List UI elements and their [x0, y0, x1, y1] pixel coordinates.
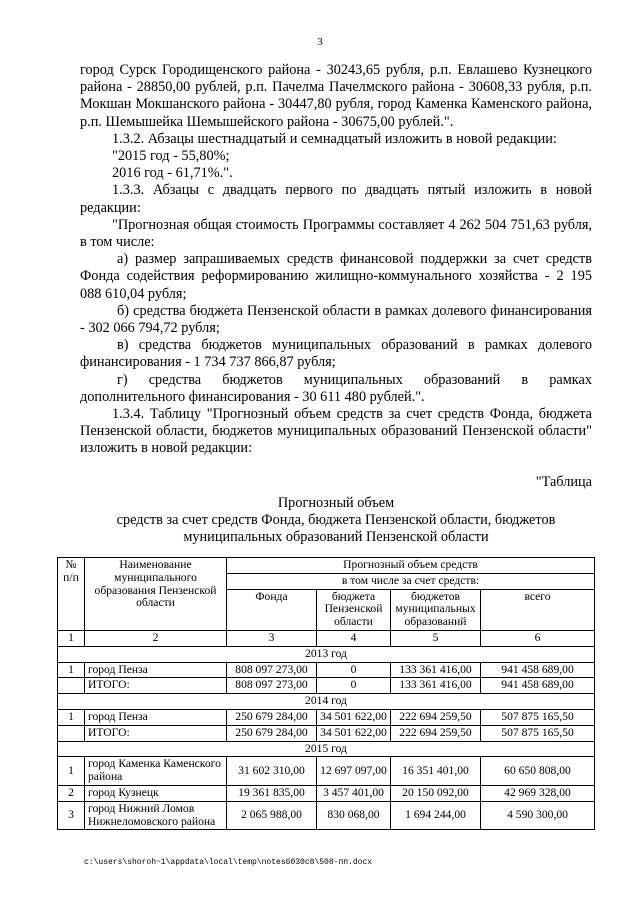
year-label: 2014 год	[58, 694, 595, 710]
paragraph-1-3-3: 1.3.3. Абзацы с двадцать первого по двадцать пятый изложить в новой редакции:	[80, 182, 592, 216]
paragraph-1-3-4: 1.3.4. Таблицу "Прогнозный объем средств за счет средств Фонда, бюджета Пензенской области, бюджетов муниципальных образований Пензенской области" изложить в новой редакции:	[80, 406, 592, 457]
cell-municipal: 133 361 416,00	[391, 662, 481, 678]
cell-regional: 34 501 622,00	[317, 709, 391, 725]
paragraph-settlement-rates: город Сурск Городищенского района - 30243,65 рубля, р.п. Евлашево Кузнецкого района - 28850,00 рублей, р.п. Пачелма Пачелмского района - 30608,33 рубля, р.п. Мокшан Мокшанского района - 30447,80 рубля, город Каменка Каменского района, р.п. Шемышейка Шемышейского района - 30675,00 рублей.".	[80, 62, 592, 130]
cell-total: 507 875 165,50	[481, 725, 595, 741]
cell-municipal: 222 694 259,50	[391, 709, 481, 725]
table-label: "Таблица	[535, 473, 592, 490]
table-row	[58, 757, 595, 786]
cell-regional: 34 501 622,00	[317, 725, 391, 741]
cell-name: ИТОГО:	[85, 678, 227, 694]
cell-regional: 12 697 097,00	[317, 757, 391, 786]
column-number: 4	[317, 630, 391, 646]
header-regional: бюджета Пензенской области	[317, 589, 391, 630]
forecast-funding-table	[57, 557, 595, 830]
header-including: в том числе за счет средств:	[227, 573, 595, 589]
page-number: 3	[317, 36, 323, 48]
paragraph-1-3-2: 1.3.2. Абзацы шестнадцатый и семнадцатый изложить в новой редакции:	[112, 130, 557, 147]
cell-num	[58, 678, 85, 694]
cell-total: 60 650 808,00	[481, 757, 595, 786]
column-number: 2	[85, 630, 227, 646]
cell-num: 3	[58, 801, 85, 830]
header-fund: Фонда	[227, 589, 317, 630]
header-num: № п/п	[58, 558, 85, 631]
cell-name: ИТОГО:	[85, 725, 227, 741]
header-total: всего	[481, 589, 595, 630]
cell-fund: 250 679 284,00	[227, 725, 317, 741]
cell-num: 1	[58, 662, 85, 678]
table-row	[58, 662, 595, 678]
table-row	[58, 785, 595, 801]
table-row	[58, 709, 595, 725]
cell-municipal: 20 150 092,00	[391, 785, 481, 801]
paragraph-total-cost: "Прогнозная общая стоимость Программы составляет 4 262 504 751,63 рубля, в том числе:	[80, 216, 592, 251]
column-number: 6	[481, 630, 595, 646]
cell-num: 1	[58, 757, 85, 786]
column-number: 3	[227, 630, 317, 646]
cell-num	[58, 725, 85, 741]
cell-num: 2	[58, 785, 85, 801]
year-label: 2013 год	[58, 646, 595, 662]
header-municipal: бюджетов муниципальных образований	[391, 589, 481, 630]
cell-regional: 0	[317, 678, 391, 694]
cell-total: 941 458 689,00	[481, 662, 595, 678]
year-label: 2015 год	[58, 741, 595, 757]
paragraph-item-v: в) средства бюджетов муниципальных образований в рамках долевого финансирования - 1 734 737 866,87 рубля;	[80, 337, 592, 371]
year-section-row	[58, 741, 595, 757]
table-title-line2: средств за счет средств Фонда, бюджета Пензенской области, бюджетов	[116, 512, 556, 529]
paragraph-2016-percent: 2016 год - 61,71%.".	[112, 165, 233, 182]
cell-municipal: 16 351 401,00	[391, 757, 481, 786]
cell-regional: 830 068,00	[317, 801, 391, 830]
header-forecast: Прогнозный объем средств	[227, 558, 595, 574]
table-title-line1: Прогнозный объем	[277, 494, 395, 511]
cell-fund: 808 097 273,00	[227, 678, 317, 694]
cell-name: город Нижний Ломов Нижнеломовского района	[85, 801, 227, 830]
cell-name: город Пенза	[85, 709, 227, 725]
cell-name: город Кузнецк	[85, 785, 227, 801]
table-header-row	[58, 558, 595, 574]
cell-fund: 19 361 835,00	[227, 785, 317, 801]
header-name: Наименование муниципального образования Пензенской области	[85, 558, 227, 631]
cell-total: 507 875 165,50	[481, 709, 595, 725]
column-number: 1	[58, 630, 85, 646]
total-row	[58, 678, 595, 694]
table-row	[58, 801, 595, 830]
cell-name: город Каменка Каменского района	[85, 757, 227, 786]
cell-fund: 250 679 284,00	[227, 709, 317, 725]
cell-municipal: 1 694 244,00	[391, 801, 481, 830]
cell-municipal: 133 361 416,00	[391, 678, 481, 694]
cell-regional: 3 457 401,00	[317, 785, 391, 801]
footer-file-path: c:\users\shoroh~1\appdata\local\temp\notes6030c8\508-пп.docx	[84, 858, 373, 867]
total-row	[58, 725, 595, 741]
cell-num: 1	[58, 709, 85, 725]
column-number: 5	[391, 630, 481, 646]
cell-total: 941 458 689,00	[481, 678, 595, 694]
cell-fund: 31 602 310,00	[227, 757, 317, 786]
cell-total: 42 969 328,00	[481, 785, 595, 801]
paragraph-2015-percent: "2015 год - 55,80%;	[112, 148, 230, 165]
table-title-line3: муниципальных образований Пензенской области	[183, 529, 489, 546]
cell-fund: 2 065 988,00	[227, 801, 317, 830]
year-section-row	[58, 694, 595, 710]
cell-fund: 808 097 273,00	[227, 662, 317, 678]
cell-regional: 0	[317, 662, 391, 678]
cell-municipal: 222 694 259,50	[391, 725, 481, 741]
paragraph-item-a: а) размер запрашиваемых средств финансовой поддержки за счет средств Фонда содействия реформированию жилищно-коммунального хозяйства - 2 195 088 610,04 рубля;	[80, 251, 592, 302]
document-body	[80, 62, 592, 546]
paragraph-item-b: б) средства бюджета Пензенской области в рамках долевого финансирования - 302 066 794,72 рубля;	[80, 302, 592, 337]
table-column-numbers-row	[58, 630, 595, 646]
cell-total: 4 590 300,00	[481, 801, 595, 830]
year-section-row	[58, 646, 595, 662]
cell-name: город Пенза	[85, 662, 227, 678]
paragraph-item-g: г) средства бюджетов муниципальных образований в рамках дополнительного финансирования - 30 611 480 рублей.".	[80, 371, 592, 405]
